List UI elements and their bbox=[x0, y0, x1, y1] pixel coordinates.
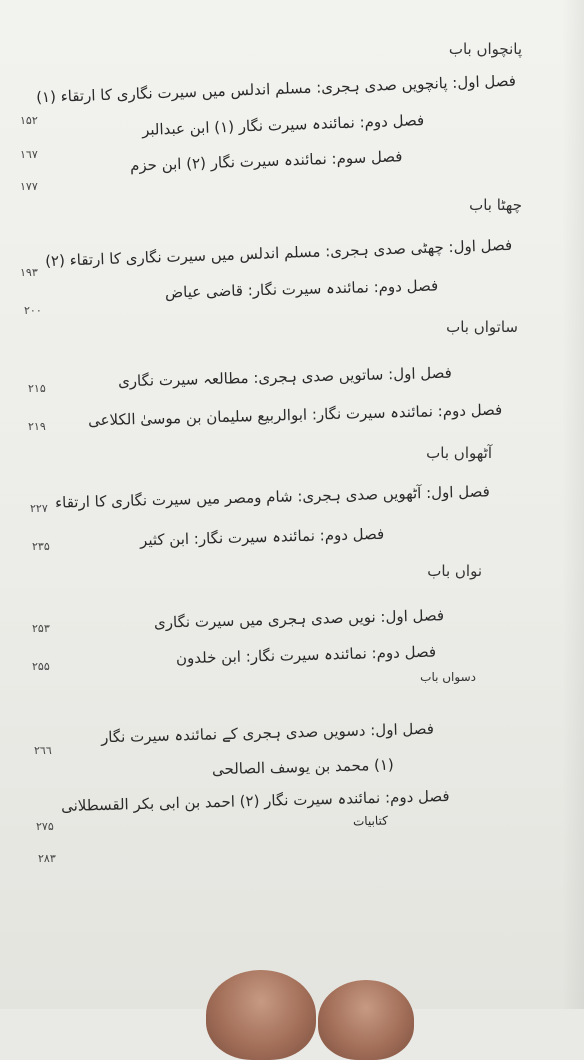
page-number: ۲٦٦ bbox=[34, 744, 52, 757]
toc-entry: فصل اول: چھٹی صدی ہجری: مسلم اندلس میں سیرت نگاری کا ارتقاء (۲) bbox=[44, 235, 513, 271]
toc-entry: فصل دوم: نمائندہ سیرت نگار: ابن خلدون bbox=[175, 642, 437, 668]
toc-entry: کتابیات bbox=[352, 813, 389, 829]
toc-entry: فصل دوم: نمائندہ سیرت نگار: قاضی عیاض bbox=[164, 276, 439, 302]
toc-entry: فصل اول: نویں صدی ہجری میں سیرت نگاری bbox=[153, 606, 445, 632]
finger-right bbox=[318, 980, 414, 1060]
toc-entry: فصل اول: آٹھویں صدی ہجری: شام ومصر میں سیرت نگاری کا ارتقاء bbox=[55, 482, 491, 512]
page-number: ۱۷۷ bbox=[20, 180, 38, 193]
chapter-title: ساتواں باب bbox=[446, 318, 518, 336]
toc-entry: فصل اول: ساتویں صدی ہجری: مطالعہ سیرت نگاری bbox=[117, 363, 453, 391]
page-number: ۱٦۷ bbox=[20, 148, 38, 161]
toc-entry: فصل دوم: نمائندہ سیرت نگار (۱) ابن عبدالبر bbox=[141, 111, 425, 139]
page-number: ۲۰۰ bbox=[24, 304, 42, 317]
page-number: ۱۵۲ bbox=[20, 114, 38, 127]
page-number: ۲۵۵ bbox=[32, 660, 50, 673]
toc-entry: فصل دوم: نمائندہ سیرت نگار: ابوالربیع سلیمان بن موسیٰ الکلاعی bbox=[87, 400, 503, 430]
page-number: ۲۳۵ bbox=[32, 540, 50, 553]
chapter-title: نواں باب bbox=[427, 562, 482, 580]
chapter-title: آٹھواں باب bbox=[426, 444, 492, 462]
page-number: ۲۱۹ bbox=[28, 420, 46, 433]
toc-entry: (۱) محمد بن یوسف الصالحی bbox=[211, 755, 395, 779]
chapter-title: چھٹا باب bbox=[469, 196, 522, 214]
finger-left bbox=[206, 970, 316, 1060]
page-number: ۲۱۵ bbox=[28, 382, 46, 395]
page-number: ۲۷۵ bbox=[36, 820, 54, 833]
chapter-title: پانچواں باب bbox=[448, 40, 522, 58]
toc-entry: فصل اول: دسویں صدی ہجری کے نمائندہ سیرت نگار bbox=[100, 719, 435, 747]
page-number: ۲۲۷ bbox=[30, 502, 48, 515]
toc-entry: فصل دوم: نمائندہ سیرت نگار: ابن کثیر bbox=[139, 524, 385, 550]
toc-entry: فصل دوم: نمائندہ سیرت نگار (۲) احمد بن ابی بکر القسطلانی bbox=[61, 786, 451, 816]
page-number: ۲۵۳ bbox=[32, 622, 50, 635]
toc-entry: فصل سوم: نمائندہ سیرت نگار (۲) ابن حزم bbox=[129, 147, 403, 175]
page-number: ۲۸۳ bbox=[38, 852, 56, 865]
chapter-title: دسواں باب bbox=[420, 670, 476, 684]
page-number: ۱۹۳ bbox=[20, 266, 38, 279]
toc-entry: فصل اول: پانچویں صدی ہجری: مسلم اندلس میں سیرت نگاری کا ارتقاء (۱) bbox=[35, 71, 517, 107]
